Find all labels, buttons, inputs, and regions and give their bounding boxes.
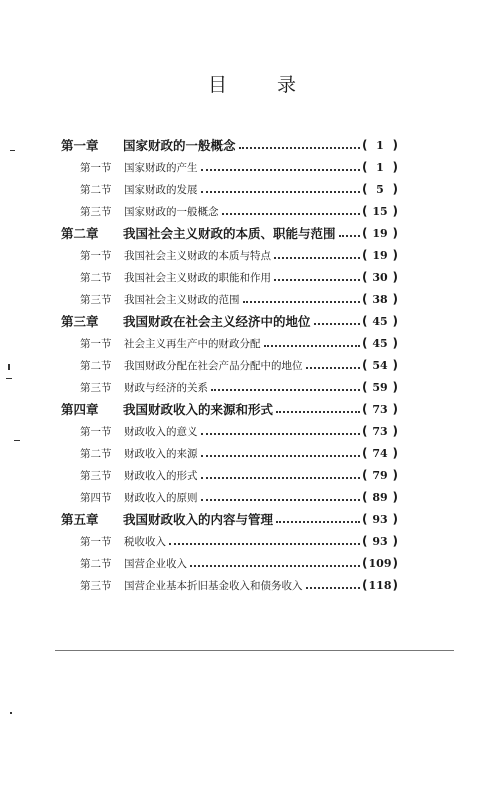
page-number [362,402,398,416]
page-number-value: 15 [372,204,388,218]
open-paren: ( [362,512,368,526]
section-title: 国家财政的发展 [124,183,198,196]
table-of-contents [0,134,504,596]
section-title: 我国财政分配在社会产品分配中的地位 [124,359,303,372]
close-paren: ) [392,556,398,570]
chapter-number: 第一章 [61,138,99,153]
page-number-value: 19 [372,248,388,262]
toc-section-row [0,244,504,266]
toc-chapter-row [0,222,504,244]
close-paren: ) [392,490,398,504]
page-number [362,314,398,328]
close-paren: ) [392,468,398,482]
section-title: 我国社会主义财政的本质与特点 [124,249,271,262]
toc-section-row [0,354,504,376]
close-paren: ) [392,226,398,240]
section-number: 第二节 [80,271,112,284]
section-label [80,446,198,461]
toc-section-row [0,376,504,398]
dot-leader [339,235,360,237]
dot-leader [239,147,360,149]
chapter-title: 我国财政收入的内容与管理 [123,512,274,527]
close-paren: ) [392,270,398,284]
toc-section-row [0,288,504,310]
open-paren: ( [362,138,368,152]
close-paren: ) [392,402,398,416]
page-number [362,336,398,350]
page-number-value: 74 [372,446,388,460]
chapter-label [61,312,311,330]
open-paren: ( [362,402,368,416]
dot-leader [314,323,360,325]
close-paren: ) [392,534,398,548]
section-title: 国家财政的一般概念 [124,205,219,218]
toc-chapter-row [0,398,504,420]
toc-section-row [0,442,504,464]
page-title: 目 录 [207,74,319,96]
section-number: 第一节 [80,425,112,438]
dot-leader [306,367,361,369]
page-number [362,358,398,372]
page-number [362,446,398,460]
toc-section-row [0,574,504,596]
dot-leader [211,389,360,391]
section-number: 第一节 [80,337,112,350]
section-number: 第三节 [80,205,112,218]
toc-section-row [0,332,504,354]
section-number: 第三节 [80,579,112,592]
section-number: 第四节 [80,491,112,504]
section-number: 第三节 [80,381,112,394]
page-number [362,556,398,570]
toc-section-row [0,266,504,288]
section-label [80,358,303,373]
open-paren: ( [362,292,368,306]
section-number: 第一节 [80,161,112,174]
section-label [80,270,271,285]
section-label [80,468,198,483]
dot-leader [222,213,361,215]
section-number: 第二节 [80,183,112,196]
page-number-value: 93 [372,512,388,526]
section-number: 第二节 [80,557,112,570]
open-paren: ( [362,578,368,592]
close-paren: ) [392,314,398,328]
page-number [362,270,398,284]
scan-mark [14,440,20,441]
page-number [362,578,398,592]
page-number-value: 30 [372,270,388,284]
close-paren: ) [392,204,398,218]
page-number [362,138,398,152]
close-paren: ) [392,292,398,306]
open-paren: ( [362,226,368,240]
open-paren: ( [362,248,368,262]
open-paren: ( [362,358,368,372]
section-label [80,380,208,395]
open-paren: ( [362,446,368,460]
close-paren: ) [392,336,398,350]
section-title: 社会主义再生产中的财政分配 [124,337,261,350]
section-label [80,248,271,263]
section-label [80,578,303,593]
section-label [80,182,198,197]
page-number-value: 1 [376,138,384,152]
dot-leader [243,301,361,303]
toc-section-row [0,464,504,486]
dot-leader [264,345,361,347]
section-title: 国营企业基本折旧基金收入和债务收入 [124,579,303,592]
dot-leader [274,257,360,259]
toc-chapter-row [0,134,504,156]
open-paren: ( [362,204,368,218]
page-number [362,226,398,240]
close-paren: ) [392,138,398,152]
toc-section-row [0,420,504,442]
dot-leader [276,411,360,413]
page-number [362,160,398,174]
page-number-value: 109 [368,556,392,570]
page-number [362,204,398,218]
toc-section-row [0,552,504,574]
section-number: 第二节 [80,447,112,460]
dot-leader [274,279,360,281]
toc-section-row [0,178,504,200]
dot-leader [306,587,361,589]
page-divider [55,650,454,651]
chapter-label [61,224,336,242]
dot-leader [201,191,361,193]
scan-mark [10,712,12,714]
chapter-title: 我国财政在社会主义经济中的地位 [123,314,311,329]
scan-mark [8,364,10,370]
close-paren: ) [392,578,398,592]
toc-chapter-row [0,310,504,332]
chapter-label [61,510,273,528]
chapter-title: 国家财政的一般概念 [123,138,236,153]
chapter-number: 第二章 [61,226,99,241]
open-paren: ( [362,270,368,284]
toc-section-row [0,486,504,508]
page-number-value: 79 [372,468,388,482]
scan-mark [6,378,12,379]
toc-section-row [0,530,504,552]
page-number [362,292,398,306]
section-number: 第二节 [80,359,112,372]
page-number [362,182,398,196]
close-paren: ) [392,182,398,196]
chapter-number: 第五章 [61,512,99,527]
toc-section-row [0,156,504,178]
section-number: 第一节 [80,249,112,262]
dot-leader [201,455,361,457]
page-number-value: 45 [372,314,388,328]
page-number-value: 54 [372,358,388,372]
page-number [362,468,398,482]
open-paren: ( [362,556,368,570]
section-label [80,424,198,439]
chapter-title: 我国财政收入的来源和形式 [123,402,274,417]
toc-chapter-row [0,508,504,530]
section-title: 财政收入的形式 [124,469,198,482]
open-paren: ( [362,182,368,196]
open-paren: ( [362,424,368,438]
section-title: 财政收入的来源 [124,447,198,460]
scan-mark [10,150,15,151]
chapter-label [61,136,236,154]
page-number-value: 89 [372,490,388,504]
section-number: 第三节 [80,293,112,306]
close-paren: ) [392,248,398,262]
close-paren: ) [392,358,398,372]
open-paren: ( [362,468,368,482]
page-number [362,248,398,262]
close-paren: ) [392,424,398,438]
dot-leader [201,169,361,171]
page-number [362,490,398,504]
section-label [80,556,187,571]
section-title: 我国社会主义财政的范围 [124,293,240,306]
dot-leader [201,433,361,435]
section-title: 国营企业收入 [124,557,187,570]
section-title: 我国社会主义财政的职能和作用 [124,271,271,284]
page-number [362,534,398,548]
open-paren: ( [362,490,368,504]
chapter-label [61,400,273,418]
page-number-value: 19 [372,226,388,240]
page-number-value: 1 [376,160,384,174]
page-number-value: 5 [376,182,384,196]
page-number [362,512,398,526]
section-label [80,204,219,219]
page-number-value: 73 [372,424,388,438]
section-title: 财政与经济的关系 [124,381,208,394]
close-paren: ) [392,512,398,526]
page-number-value: 93 [372,534,388,548]
page-number-value: 59 [372,380,388,394]
close-paren: ) [392,160,398,174]
open-paren: ( [362,380,368,394]
section-title: 财政收入的意义 [124,425,198,438]
page-number-value: 73 [372,402,388,416]
page-number-value: 45 [372,336,388,350]
open-paren: ( [362,314,368,328]
section-title: 税收收入 [124,535,166,548]
page-number-value: 118 [368,578,392,592]
section-label [80,490,198,505]
open-paren: ( [362,534,368,548]
section-label [80,534,166,549]
open-paren: ( [362,160,368,174]
dot-leader [190,565,360,567]
chapter-number: 第三章 [61,314,99,329]
section-label [80,336,261,351]
close-paren: ) [392,446,398,460]
section-label [80,292,240,307]
open-paren: ( [362,336,368,350]
dot-leader [201,477,361,479]
section-title: 财政收入的原则 [124,491,198,504]
chapter-title: 我国社会主义财政的本质、职能与范围 [123,226,336,241]
section-number: 第三节 [80,469,112,482]
dot-leader [276,521,360,523]
section-number: 第一节 [80,535,112,548]
page-number-value: 38 [372,292,388,306]
close-paren: ) [392,380,398,394]
dot-leader [169,543,360,545]
page-number [362,380,398,394]
chapter-number: 第四章 [61,402,99,417]
toc-section-row [0,200,504,222]
section-title: 国家财政的产生 [124,161,198,174]
section-label [80,160,198,175]
dot-leader [201,499,361,501]
page-number [362,424,398,438]
